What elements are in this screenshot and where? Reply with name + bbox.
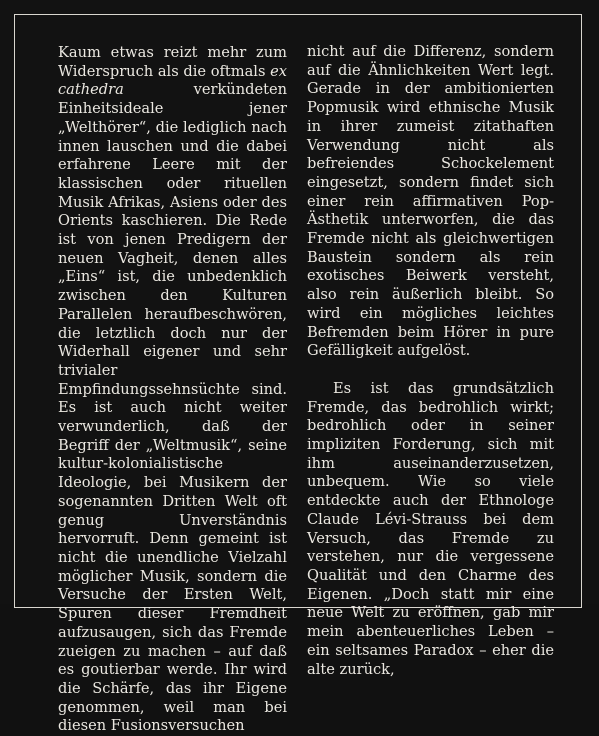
paragraph-left-1 [58, 44, 287, 736]
italic-phrase: ex cathedra [58, 62, 287, 99]
paragraph-right-1: nicht auf die Differenz, sondern auf die Ähnlichkeiten Wert legt. Gerade in der ambitionierten Popmusik wird ethnische Musik in ihrer zumeist zitathaften Verwendung nicht als befreiendes Schockelement eingesetzt, sondern findet sich einer rein affirmativen Pop-Ästhetik unterworfen, die das Fremde nicht als gleichwertigen Baustein sondern als rein exotisches Beiwerk versteht, also rein äußerlich bleibt. So wird ein mögliches leichtes Befremden beim Hörer in pure Gefälligkeit aufgelöst. [307, 43, 554, 360]
paragraph-spacer [307, 361, 554, 380]
text-column-right [307, 43, 554, 679]
paragraph-text: verkündeten Einheitsideale jener „Welthörer“, die lediglich nach innen lauschen und die dabei erfahrene Leere mit der klassischen oder rituellen Musik Afrikas, Asiens oder des Orients kaschieren. Die Rede ist von jenen Predigern der neuen Vagheit, denen alles „Eins“ ist, die unbedenklich zwischen den Kulturen Parallelen heraufbeschwören, die letztlich doch nur der Widerhall eigener und sehr trivialer Empfindungssehnsüchte sind. Es ist auch nicht weiter verwunderlich, daß der Begriff der „Weltmusik“, seine kultur-kolonialistische Ideologie, bei Musikern der sogenannten Dritten Welt oft genug Unverständnis hervorruft. Denn gemeint ist nicht die unendliche Vielzahl möglicher Musik, sondern die Versuche der Ersten Welt, Spuren dieser Fremdheit aufzusaugen, sich das Fremde zueigen zu machen – auf daß es goutierbar werde. Ihr wird die Schärfe, das ihr Eigene genommen, weil man bei diesen Fusionsversuchen [58, 81, 287, 735]
text-column-left [58, 44, 287, 736]
paragraph-text: Kaum etwas reizt mehr zum Widerspruch als die oftmals [58, 44, 287, 80]
paragraph-right-2: Es ist das grundsätzlich Fremde, das bedrohlich wirkt; bedrohlich oder in seiner impliziten Forderung, sich mit ihm auseinanderzusetzen, unbequem. Wie so viele entdeckte auch der Ethnologe Claude Lévi-Strauss bei dem Versuch, das Fremde zu verstehen, nur die vergessene Qualität und den Charme des Eigenen. „Doch statt mir eine neue Welt zu eröffnen, gab mir mein abenteuerliches Leben – ein seltsames Paradox – eher die alte zurück, [307, 379, 554, 678]
